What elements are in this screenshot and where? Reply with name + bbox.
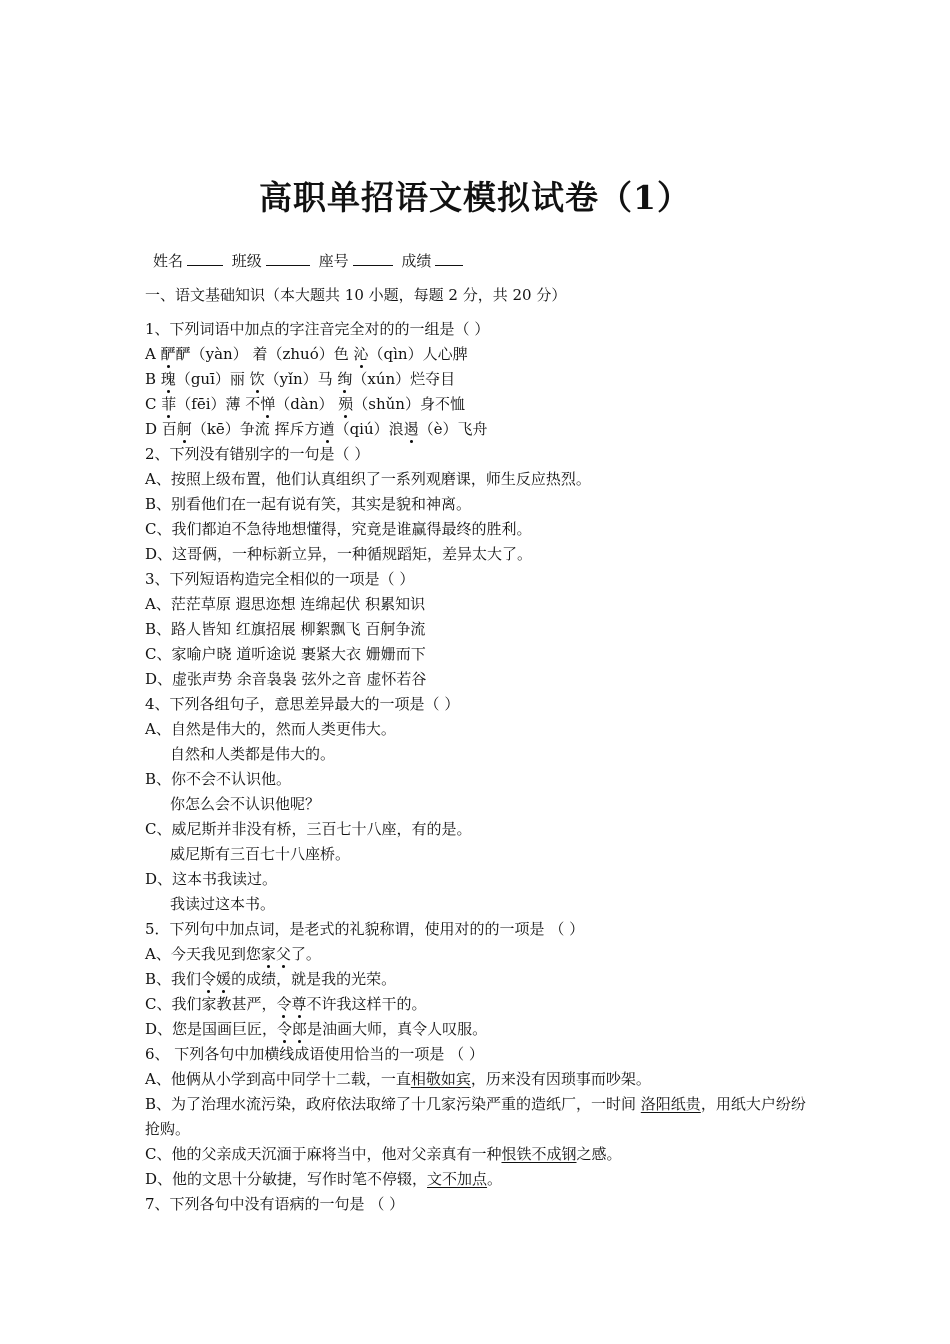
dotted-term xyxy=(201,970,231,988)
question-5-option-c: C、我们家教甚严，令尊不许我这样干的。 xyxy=(145,995,427,1013)
question-3-option-c: C、家喻户晓 道听途说 裹紧大衣 姗姗而下 xyxy=(145,645,426,663)
score-blank[interactable] xyxy=(435,251,463,266)
exam-title: 高职单招语文模拟试卷（1） xyxy=(259,178,691,217)
question-5-option-a: A、今天我见到您家父了。 xyxy=(145,945,321,963)
question-4-option-c: C、威尼斯并非没有桥，三百七十八座，有的是。 xyxy=(145,820,472,838)
underlined-idiom: 洛阳纸贵 xyxy=(640,1095,701,1113)
dotted-term xyxy=(277,1020,307,1038)
dotted-char: 父 xyxy=(275,945,291,963)
question-6-option-d: D、他的文思十分敏捷，写作时笔不停辍，文不加点。 xyxy=(145,1170,503,1188)
dotted-char: 令 xyxy=(276,995,292,1013)
question-4-stem: 4、下列各组句子，意思差异最大的一项是（ ） xyxy=(145,695,460,713)
underlined-idiom: 相敬如宾 xyxy=(410,1070,471,1088)
question-3-option-a: A、茫茫草原 遐思迩想 连绵起伏 积累知识 xyxy=(145,595,426,613)
question-4-option-d-second: 我读过这本书。 xyxy=(170,895,276,913)
underlined-idiom: 文不加点 xyxy=(427,1170,488,1188)
dotted-term xyxy=(276,995,306,1013)
question-4-option-b: B、你不会不认识他。 xyxy=(145,770,292,788)
dotted-term xyxy=(261,945,291,963)
seat-label: 座号 xyxy=(318,252,349,270)
class-label: 班级 xyxy=(231,252,262,270)
question-2-option-b: B、别看他们在一起有说有笑，其实是貌和神离。 xyxy=(145,495,472,513)
question-5-stem: 5．下列句中加点词，是老式的礼貌称谓，使用对的的一项是 （ ） xyxy=(145,920,585,938)
question-1-stem: 1、下列词语中加点的字注音完全对的的一组是（ ） xyxy=(145,320,490,338)
score-label: 成绩 xyxy=(401,252,432,270)
questions-body xyxy=(145,317,815,1217)
question-4-option-d: D、这本书我读过。 xyxy=(145,870,278,888)
question-2-option-c: C、我们都迫不急待地想懂得，究竟是谁赢得最终的胜利。 xyxy=(145,520,532,538)
question-2-stem: 2、下列没有错别字的一句是（ ） xyxy=(145,445,370,463)
question-3-option-b: B、路人皆知 红旗招展 柳絮飘飞 百舸争流 xyxy=(145,620,426,638)
dotted-char: 郎 xyxy=(292,1020,308,1038)
question-6-option-a: A、他俩从小学到高中同学十二载，一直相敬如宾，历来没有因琐事而吵架。 xyxy=(145,1070,651,1088)
question-2-option-a: A、按照上级布置，他们认真组织了一系列观磨课，师生反应热烈。 xyxy=(145,470,591,488)
underlined-idiom: 恨铁不成钢 xyxy=(501,1145,577,1163)
question-6-option-b: B、为了治理水流污染，政府依法取缔了十几家污染严重的造纸厂，一时间 洛阳纸贵，用纸大户纷纷抢购。 xyxy=(145,1095,806,1138)
dotted-char: 尊 xyxy=(291,995,307,1013)
dotted-char: 家 xyxy=(260,945,276,963)
question-6-stem: 6、 下列各句中加横线成语使用恰当的一项是 （ ） xyxy=(145,1045,484,1063)
dotted-char: 令 xyxy=(277,1020,293,1038)
question-1-option-a: A 酽酽（yàn） 着（zhuó）色 沁（qìn）人心脾 xyxy=(145,345,468,363)
question-1-option-b: B 瑰（guī）丽 饮（yǐn）马 绚（xún）烂夺目 xyxy=(145,370,456,388)
dotted-char: 媛 xyxy=(216,970,232,988)
question-4-option-a: A、自然是伟大的，然而人类更伟大。 xyxy=(145,720,396,738)
section-heading: 一、语文基础知识（本大题共 10 小题，每题 2 分，共 20 分） xyxy=(145,286,567,304)
question-3-stem: 3、下列短语构造完全相似的一项是（ ） xyxy=(145,570,415,588)
question-1-option-d: D 百舸（kē）争流 挥斥方遒（qiú）浪遏（è）飞舟 xyxy=(145,420,488,438)
dotted-char: 令 xyxy=(201,970,217,988)
question-7-stem: 7、下列各句中没有语病的一句是 （ ） xyxy=(145,1195,405,1213)
seat-blank[interactable] xyxy=(353,251,393,266)
question-6-option-c: C、他的父亲成天沉湎于麻将当中，他对父亲真有一种恨铁不成钢之感。 xyxy=(145,1145,622,1163)
question-4-option-c-second: 威尼斯有三百七十八座桥。 xyxy=(170,845,351,863)
question-4-option-b-second: 你怎么会不认识他呢？ xyxy=(170,795,321,813)
student-info-line xyxy=(153,250,467,271)
question-2-option-d: D、这哥俩，一种标新立异，一种循规蹈矩，差异太大了。 xyxy=(145,545,533,563)
class-blank[interactable] xyxy=(266,251,310,266)
question-3-option-d: D、虚张声势 余音袅袅 弦外之音 虚怀若谷 xyxy=(145,670,427,688)
name-label: 姓名 xyxy=(153,252,184,270)
question-1-option-c: C 菲（fēi）薄 不惮（dàn） 殒（shǔn）身不恤 xyxy=(145,395,465,413)
question-4-option-a-second: 自然和人类都是伟大的。 xyxy=(170,745,336,763)
question-5-option-d: D、您是国画巨匠，令郎是油画大师，真令人叹服。 xyxy=(145,1020,488,1038)
question-5-option-b: B、我们令媛的成绩，就是我的光荣。 xyxy=(145,970,397,988)
name-blank[interactable] xyxy=(187,251,223,266)
